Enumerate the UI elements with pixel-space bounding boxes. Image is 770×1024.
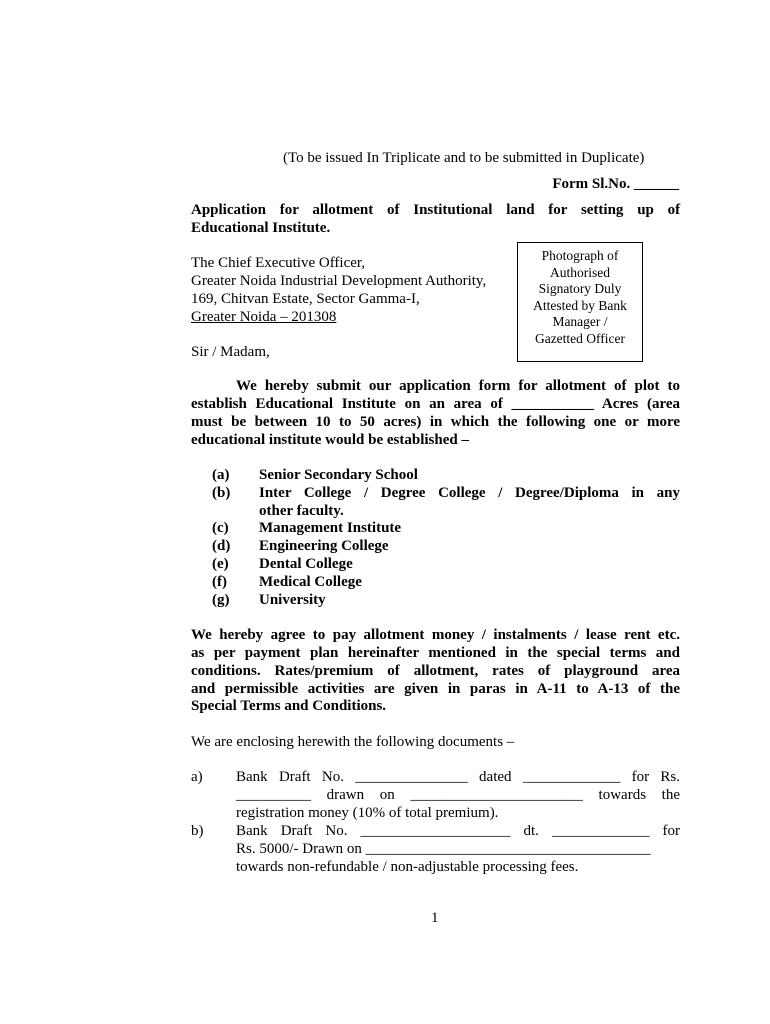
photograph-box — [517, 242, 643, 362]
paragraph-line: must be between 10 to 50 acres) in which the following one or more — [191, 414, 680, 430]
photo-box-line: Attested by Bank — [533, 297, 627, 313]
photo-box-line: Manager / — [552, 314, 608, 329]
list-label: (g) — [212, 592, 230, 608]
form-serial-number: Form Sl.No. ______ — [552, 176, 679, 192]
form-title-continued: Educational Institute. — [191, 220, 331, 236]
addressee-line: The Chief Executive Officer, — [191, 255, 366, 271]
photo-box-line: Authorised — [550, 264, 610, 280]
list-item: Engineering College — [259, 538, 389, 554]
paragraph-line: establish Educational Institute on an area of ___________ Acres (area — [191, 396, 680, 412]
list-item: Inter College / Degree College / Degree/Diploma in any — [259, 485, 680, 501]
paragraph-line: conditions. Rates/premium of allotment, rates of playground area — [191, 663, 680, 679]
list-label: (c) — [212, 520, 229, 536]
addressee-line: Greater Noida Industrial Development Authority, — [191, 273, 487, 289]
document-label: a) — [191, 769, 203, 785]
list-item: Management Institute — [259, 520, 402, 536]
list-item: University — [259, 592, 326, 608]
list-item: Senior Secondary School — [259, 467, 418, 483]
photo-box-line: Gazetted Officer — [534, 330, 626, 346]
document-label: b) — [191, 823, 204, 839]
paragraph-line: as per payment plan hereinafter mentioned in the special terms and — [191, 645, 680, 661]
page-number: 1 — [431, 910, 439, 926]
paragraph-line: We hereby agree to pay allotment money / instalments / lease rent etc. — [191, 627, 680, 643]
form-title: Application for allotment of Institutional land for setting up of — [191, 202, 681, 218]
paragraph-line: educational institute would be established – — [191, 432, 469, 448]
issue-note: (To be issued In Triplicate and to be submitted in Duplicate) — [283, 150, 645, 166]
salutation: Sir / Madam, — [191, 344, 270, 360]
document-line: registration money (10% of total premium). — [236, 805, 499, 821]
list-label: (e) — [212, 556, 229, 572]
list-item-continued: other faculty. — [259, 503, 344, 519]
list-label: (a) — [212, 467, 230, 483]
document-line: __________ drawn on _______________________ towards the — [236, 787, 680, 803]
paragraph-line: and permissible activities are given in paras in A-11 to A-13 of the — [191, 681, 680, 697]
list-label: (d) — [212, 538, 231, 554]
document-line: Bank Draft No. _______________ dated _____________ for Rs. — [236, 769, 680, 785]
addressee-city: Greater Noida – 201308 — [191, 309, 337, 325]
document-line: Rs. 5000/- Drawn on ______________________________________ — [236, 841, 651, 857]
photo-box-line: Photograph of — [541, 248, 619, 263]
list-label: (b) — [212, 485, 231, 501]
list-item: Medical College — [259, 574, 362, 590]
list-item: Dental College — [259, 556, 353, 572]
paragraph-line: Special Terms and Conditions. — [191, 698, 387, 714]
document-line: Bank Draft No. ____________________ dt. _____________ for — [236, 823, 680, 839]
document-line: towards non-refundable / non-adjustable processing fees. — [236, 859, 579, 875]
list-label: (f) — [212, 574, 227, 590]
addressee-line: 169, Chitvan Estate, Sector Gamma-I, — [191, 291, 420, 307]
photo-box-line: Signatory Duly — [538, 281, 622, 296]
paragraph-line: We hereby submit our application form for allotment of plot to — [236, 378, 680, 394]
enclosing-intro: We are enclosing herewith the following documents – — [191, 734, 515, 750]
